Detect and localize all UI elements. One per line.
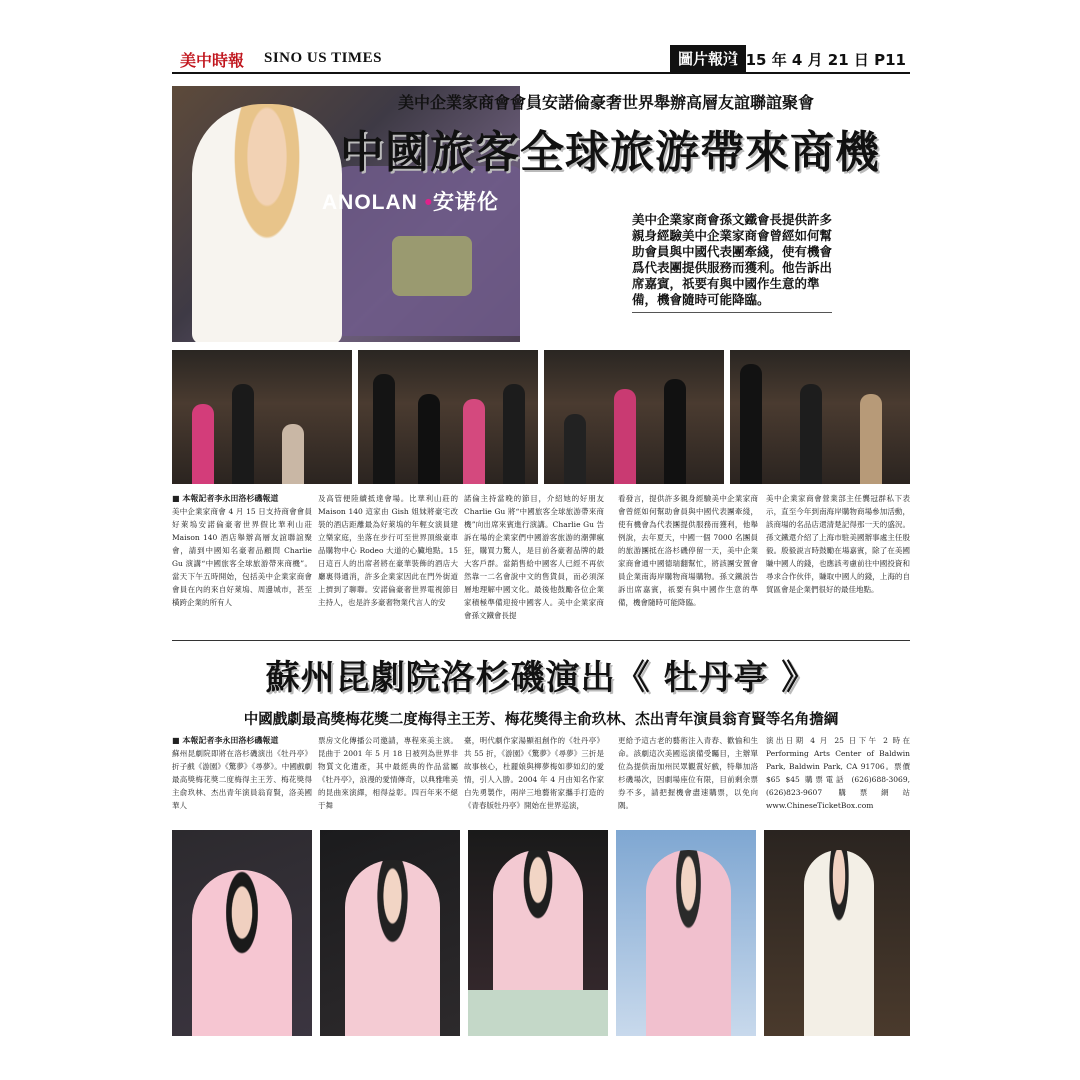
story1-byline: ■ 本報記者李永田洛杉磯報道 — [172, 493, 279, 503]
brand-chinese: 美中時報 — [180, 51, 245, 70]
story1-pull-quote: 美中企業家商會孫文鐵會長提供許多親身經驗美中企業家商會曾經如何幫助會員與中國代表團牽綫，使有機會爲代表團提供服務而獲利。他告訴出席嘉賓，祇要有與中國作生意的準備，機會隨時可能降臨。 — [632, 212, 832, 313]
opera-photo-3 — [468, 830, 608, 1036]
story2-col2-text: 票房文化傳播公司邀請，專程來美主演。昆曲于 2001 年 5 月 18 日被列為世界非物質文化遺產，其中最經典的作品當屬《牡丹亭》，浪漫的愛情傳奇，以典雅唯美的昆曲來演繹，相得益彰。四百年來不絕于舞 — [318, 736, 458, 810]
story1-col2-text: 及高管便陸續抵達會場。比華利山莊的 Maison 140 這家由 Gish 姐妹將豪宅改裝的酒店距離最為好萊塢的年輕女演員建立樂家庭，坐落在步行可至世界頂級豪車品購物中心 Rodeo 大道的心臟地點。15 日這百人的出席者將在豪華裝飾的酒店大廳裏得通消，許多企業家因此在門外街道上擠到了聊聯。安諾倫豪奢世界電視節目主持人，也是許多豪奢物業代言人的安 — [318, 494, 458, 607]
caption-english: ANOLAN — [322, 191, 418, 214]
event-photo-4 — [730, 350, 910, 484]
event-photo-3 — [544, 350, 724, 484]
story2-byline: ■ 本報記者李永田洛杉磯報道 — [172, 735, 279, 745]
story2-headline: 蘇州昆劇院洛杉磯演出《 牡丹亭 》 — [265, 658, 817, 698]
event-photo-1 — [172, 350, 352, 484]
woman-figure — [192, 104, 342, 342]
story1-headline: 中國旅客全球旅游帶來商機 — [340, 127, 880, 178]
story2-col1-text: 蘇州昆劇院即將在洛杉磯演出《牡丹亭》折子戲《游園》《驚夢》《尋夢》。中國戲劇最高獎梅花獎二度梅得主王芳、梅花獎得主俞玖林、杰出青年演員翁育賢，洛美國華人 — [172, 749, 312, 810]
opera-photo-5 — [764, 830, 910, 1036]
story2-col3-text: 臺，明代劇作家湯顯祖創作的《牡丹亭》共 55 折，《游園》《驚夢》《尋夢》三折是故事核心，杜麗娘與柳夢梅如夢如幻的愛情，引人入勝。2004 年 4 月由知名作家白先勇製作，兩岸三地藝術家攜手打造的《青春版牡丹亭》開始在世界巡演， — [464, 736, 604, 810]
story1-col4-text: 看發言，提供許多親身經驗美中企業家商會曾經如何幫助會員與中國代表團牽綫，使有機會為代表團提供服務而獲利，他舉例說，去年夏天，中國一個 7000 名團員的旅游團抵在洛杉磯停留一天，美中企業家商會通中國德瑞翻幫忙，將該團安置會員企業南海岸購物商場購物。孫文鐵説告訴出席嘉賓，祇要有與中國作生意的準備，機會隨時可能降臨。 — [618, 494, 758, 607]
issue-date: 2015 年 4 月 21 日 P11 — [724, 51, 906, 69]
caption-dot: • — [424, 191, 434, 214]
caption-chinese: 安诺伦 — [433, 191, 500, 214]
story2-col4-text: 更給予這古老的藝術注入青春、歡愉和生命。該劇這次美國巡演備受矚目，主辦單位為提供南加州民眾觀賞好戲，特舉加洛杉磯場次，因劇場座位有限，目前剩余票券不多，請把握機會盡速購票，以免向隅。 — [618, 736, 758, 810]
story1-column-1 — [172, 492, 312, 609]
section-label: 圖片報道 — [670, 45, 746, 72]
story1-col1-text: 美中企業家商會 4 月 15 日支持商會會員好萊塢安諾倫豪奢世界假比華利山莊 Maison 140 酒店舉辦高層友誼聯誼聚會，請到中國知名豪奢品顧問 Charlie Gu 演講“中國旅客全球旅游帶來商機”。當天下午五時開始，包括美中企業家商會會員在內的來自好萊塢、周邊城市，甚至橫跨企業的所有人 — [172, 507, 312, 607]
opera-photo-2 — [320, 830, 460, 1036]
opera-photo-1 — [172, 830, 312, 1036]
pillow-shape — [392, 236, 472, 296]
story1-col5-text: 美中企業家商會營業部主任龔冠群私下表示，直至今年到南海岸購物商場參加活動，該商場的名品店還清楚記得那一天的盛況。孫文鐵還介紹了上海市駐美國辦事處主任殷毅。殷毅説言時鼓勵在場嘉賓，除了在美國賺中國人的錢，也應該考慮前往中國投資和尋求合作伙伴，賺取中國人的錢，上海的自貿區會是企業們很好的最佳地點。 — [766, 494, 910, 594]
portrait-caption — [322, 186, 499, 216]
brand-english: SINO US TIMES — [264, 50, 382, 66]
story2-subhead: 中國戲劇最高獎梅花獎二度梅得主王芳、梅花獎得主俞玖林、杰出青年演員翁育賢等名角擔綱 — [243, 712, 839, 728]
opera-photo-4 — [616, 830, 756, 1036]
story1-kicker: 美中企業家商會會員安諾倫豪奢世界舉辦高層友誼聯誼聚會 — [398, 93, 815, 112]
event-photo-2 — [358, 350, 538, 484]
story2-col5-text: 演出日期 4 月 25 日下午 2 時在 Performing Arts Center of Baldwin Park, Baldwin Park, CA 91706。票價 $65 $45 購票電話 (626)688-3069, (626)823-9607 購票網站 www.ChineseTicketBox.com — [766, 736, 910, 810]
section-divider — [172, 640, 910, 641]
story2-column-1 — [172, 734, 312, 812]
masthead — [172, 44, 910, 74]
story1-col3-text: 諾倫主持當晚的節目，介紹她的好朋友 Charlie Gu 將“中國旅客全球旅游帶來商機”向出席來賓進行演講。Charlie Gu 告訴在場的企業家們中國游客旅游的潮彈瘋狂，購買力驚人，是目前各豪奢品牌的最大客戶群。當銷售給中國客人已經不再依然靠一二名會說中文的售貨員，而必須深層地理解中國文化。最後他鼓勵各位企業家積極準備迎接中國客人。美中企業家商會孫文鐵會長提 — [464, 494, 604, 620]
